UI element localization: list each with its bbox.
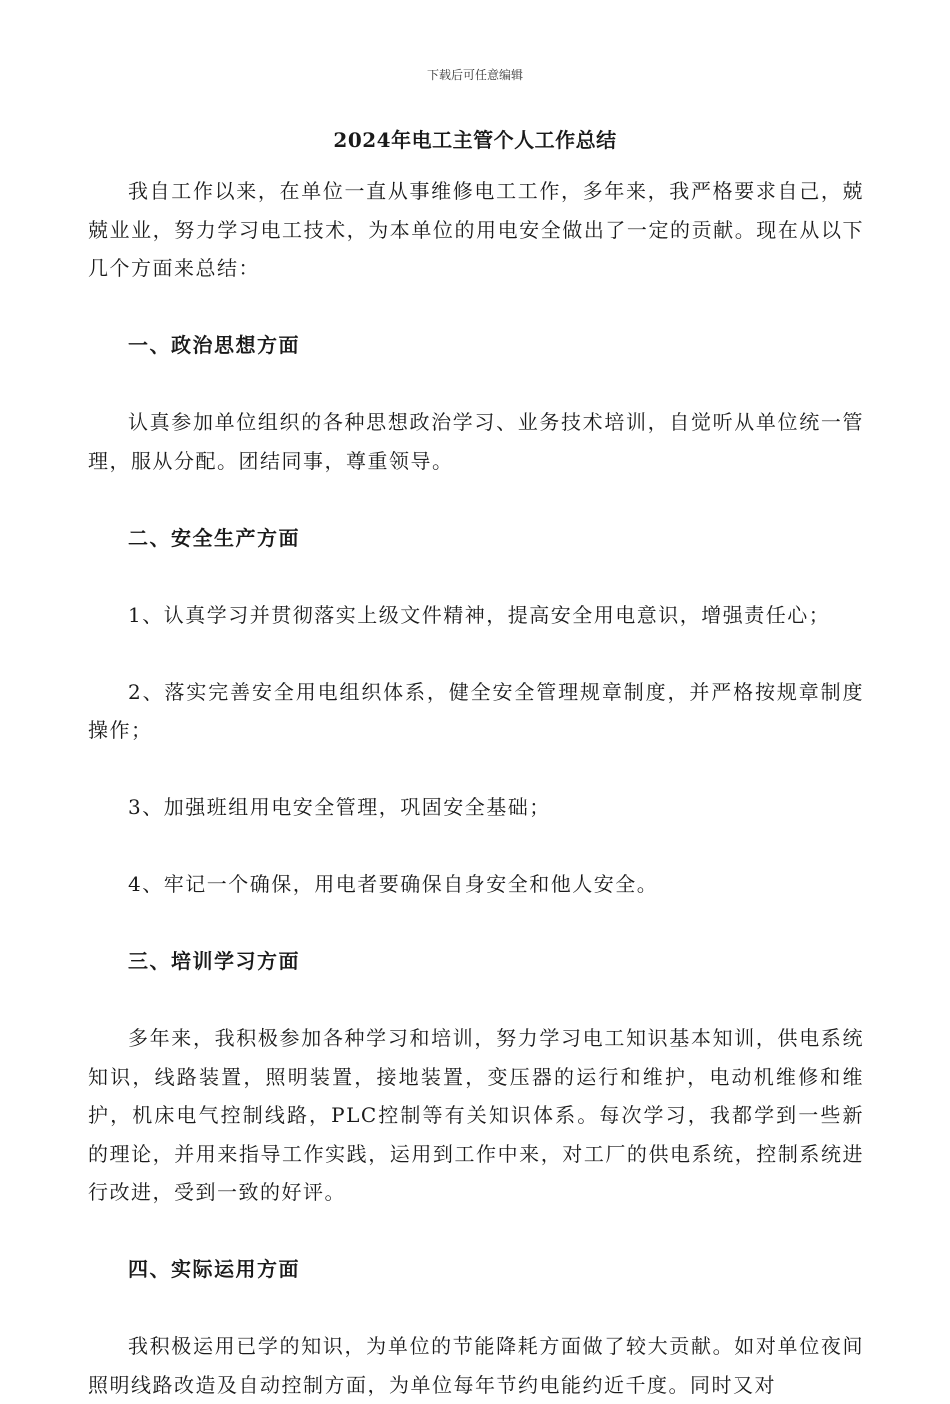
list-item: 4、牢记一个确保，用电者要确保自身安全和他人安全。 (128, 872, 659, 896)
section-heading-application: 四、实际运用方面 (128, 1257, 300, 1281)
section-heading-safety: 二、安全生产方面 (128, 525, 300, 550)
paragraph: 多年来，我积极参加各种学习和培训，努力学习电工知识基本知训，供电系统知识，线路装置，照明装置，接地装置，变压器的运行和维护，电动机维修和维护，机床电气控制线路，PLC控制等有关知识体系。每次学习，我都学到一些新的理论，并用来指导工作实践，运用到工作中来，对工厂的供电系统，控制系统进行改进，受到一致的好评。 (88, 1026, 864, 1204)
document-body (88, 172, 864, 1404)
document-title: 2024年电工主管个人工作总结 (333, 128, 617, 152)
paragraph: 我积极运用已学的知识，为单位的节能降耗方面做了较大贡献。如对单位夜间照明线路改造及自动控制方面，为单位每年节约电能约近千度。同时又对 (88, 1334, 864, 1397)
list-item: 1、认真学习并贯彻落实上级文件精神，提高安全用电意识，增强责任心； (128, 602, 831, 627)
section-heading-politics: 一、政治思想方面 (128, 333, 300, 357)
intro-paragraph: 我自工作以来，在单位一直从事维修电工工作，多年来，我严格要求自己，兢兢业业，努力学习电工技术，为本单位的用电安全做出了一定的贡献。现在从以下几个方面来总结： (88, 179, 864, 280)
paragraph: 认真参加单位组织的各种思想政治学习、业务技术培训，自觉听从单位统一管理，服从分配。团结同事，尊重领导。 (88, 410, 864, 473)
list-item: 2、落实完善安全用电组织体系，健全安全管理规章制度，并严格按规章制度操作； (88, 679, 864, 742)
header-note: 下载后可任意编辑 (426, 68, 523, 82)
section-heading-training: 三、培训学习方面 (128, 949, 300, 973)
list-item: 3、加强班组用电安全管理，巩固安全基础； (128, 795, 551, 819)
